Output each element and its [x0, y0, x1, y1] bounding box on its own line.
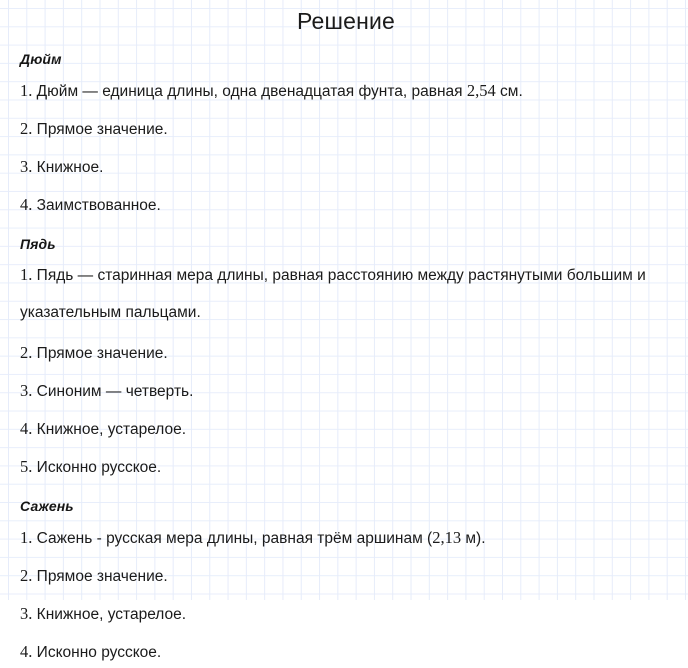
item-text: Пядь — старинная мера длины, равная расстоянию между растянутыми большим и указательным пальцами.	[20, 267, 646, 321]
item-number: 2.	[20, 119, 33, 138]
item-number: 1.	[20, 528, 33, 547]
item-value: 2,54	[466, 81, 496, 100]
item-value: 2,13	[432, 528, 462, 547]
item-text: Прямое значение.	[32, 121, 168, 138]
item-text: Книжное, устарелое.	[32, 421, 187, 438]
item-text: Синоним — четверть.	[32, 383, 194, 400]
answer-list-dyuym	[20, 69, 672, 221]
list-item	[20, 630, 672, 668]
item-text: Прямое значение.	[32, 345, 168, 362]
list-item	[20, 145, 672, 183]
item-number: 3.	[20, 157, 33, 176]
item-number: 2.	[20, 566, 33, 585]
term-heading-sazhen: Сажень	[20, 498, 74, 514]
item-text: Дюйм — единица длины, одна двенадцатая фунта, равная	[32, 83, 467, 100]
item-number: 1.	[20, 265, 33, 284]
list-item	[20, 69, 672, 107]
list-item	[20, 331, 672, 369]
item-text: Книжное, устарелое.	[32, 606, 187, 623]
list-item	[20, 254, 672, 331]
term-heading-pyad: Пядь	[20, 236, 56, 252]
item-text: Прямое значение.	[32, 568, 168, 585]
section-dyuym	[20, 36, 672, 221]
page-title: Решение	[296, 8, 396, 34]
item-text: Исконно русское.	[32, 644, 162, 661]
list-item	[20, 107, 672, 145]
item-number: 4.	[20, 642, 33, 661]
item-number: 1.	[20, 81, 33, 100]
list-item	[20, 369, 672, 407]
item-text: Сажень - русская мера длины, равная трём аршинам (	[32, 530, 433, 547]
list-item	[20, 554, 672, 592]
list-item	[20, 592, 672, 630]
list-item	[20, 183, 672, 221]
list-item	[20, 516, 672, 554]
section-sazhen	[20, 483, 672, 668]
item-number: 2.	[20, 343, 33, 362]
item-text: Исконно русское.	[32, 459, 162, 476]
item-number: 5.	[20, 457, 33, 476]
item-number: 3.	[20, 604, 33, 623]
answer-list-sazhen	[20, 516, 672, 668]
item-number: 4.	[20, 419, 33, 438]
list-item	[20, 445, 672, 483]
item-text: Книжное.	[32, 159, 104, 176]
item-number: 3.	[20, 381, 33, 400]
item-text: Заимствованное.	[32, 197, 161, 214]
list-item	[20, 407, 672, 445]
term-heading-dyuym: Дюйм	[20, 51, 62, 67]
item-text-tail: см.	[495, 83, 523, 100]
item-number: 4.	[20, 195, 33, 214]
section-pyad	[20, 221, 672, 483]
answer-list-pyad	[20, 254, 672, 483]
item-text-tail: м).	[461, 530, 486, 547]
